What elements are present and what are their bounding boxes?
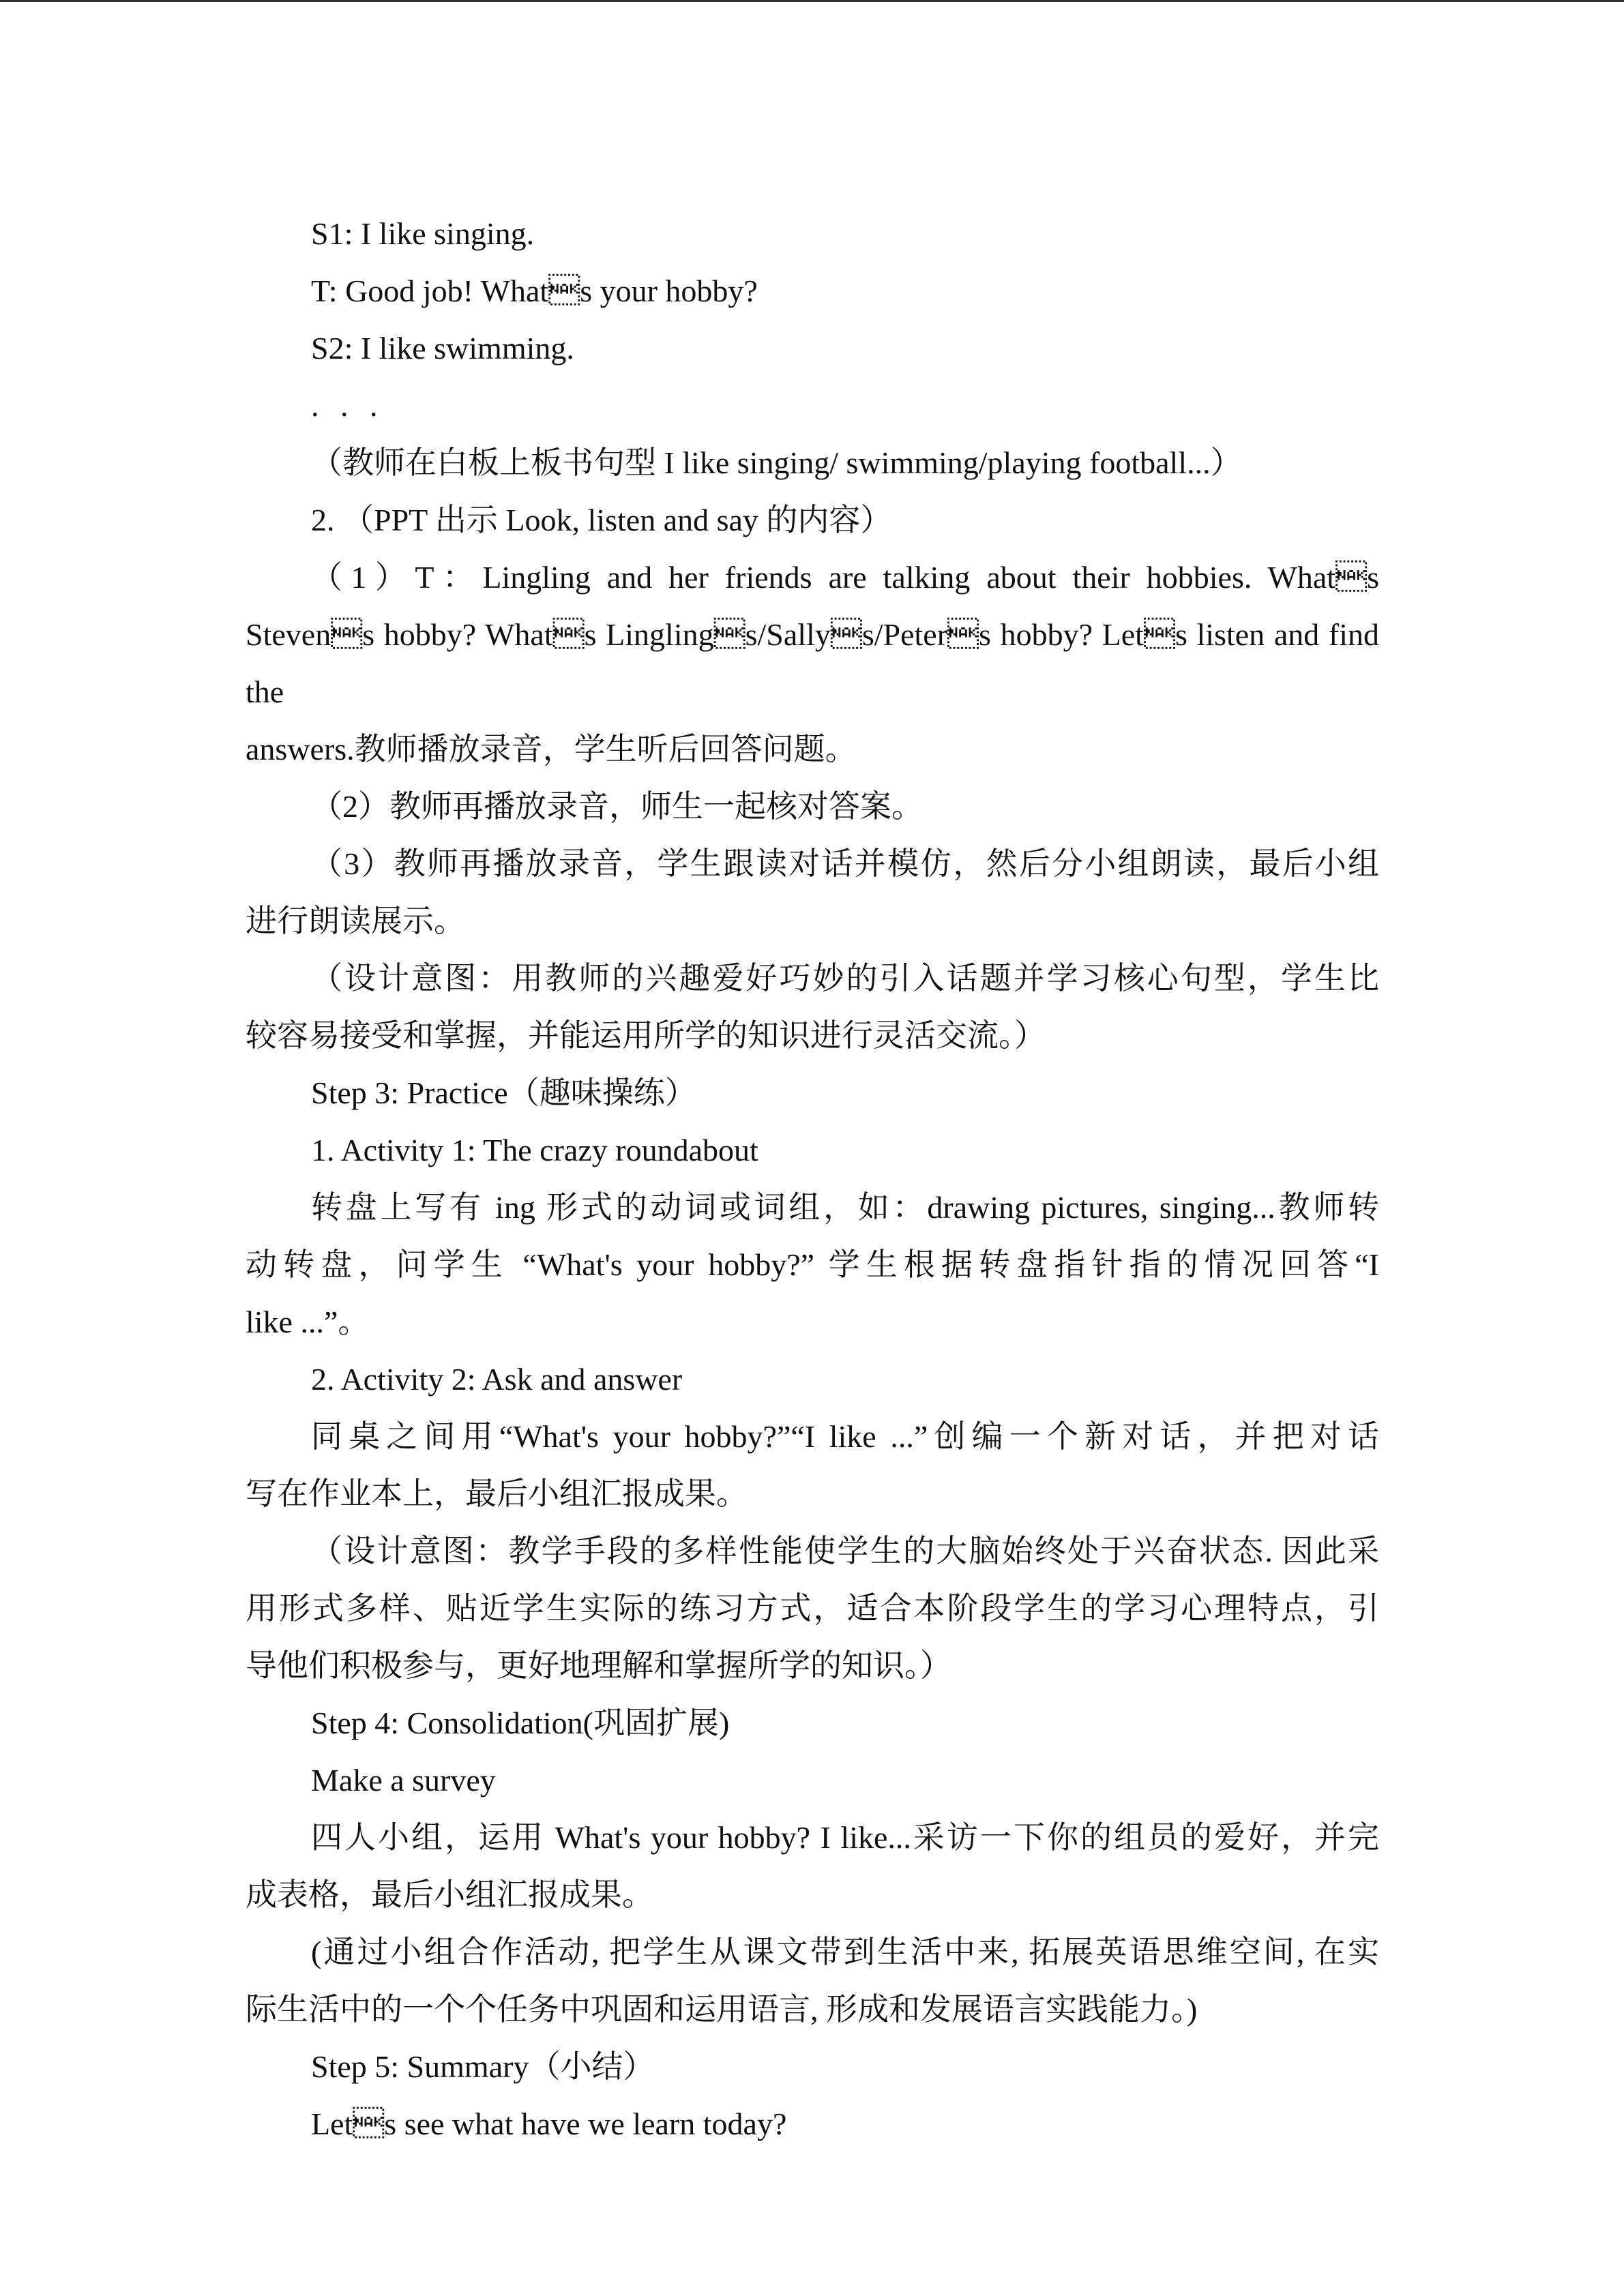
activity-1-line: 转盘上写有 ing 形式的动词或词组，如：drawing pictures, singing...教师转 <box>311 1190 1379 1225</box>
ppt-step-line: 2. （PPT 出示 Look, listen and say 的内容） <box>311 503 892 537</box>
step-5-heading: Step 5: Summary（小结） <box>311 2049 655 2084</box>
step-3-heading: Step 3: Practice（趣味操练） <box>311 1075 696 1110</box>
design-intent-line: （设计意图：教学手段的多样性能使学生的大脑始终处于兴奋状态. 因此采 <box>311 1534 1379 1568</box>
dialogue-line-s2: S2: I like swimming. <box>311 331 574 366</box>
activity-2-heading: 2. Activity 2: Ask and answer <box>311 1362 683 1397</box>
task-3-line: （3）教师再播放录音，学生跟读对话并模仿，然后分小组朗读，最后小组 <box>311 846 1379 881</box>
ellipsis-line: . . . <box>311 388 385 423</box>
activity-2-line: 写在作业本上，最后小组汇报成果。 <box>246 1476 748 1511</box>
survey-line: 成表格，最后小组汇报成果。 <box>246 1877 653 1912</box>
board-note-line: （教师在白板上板书句型 I like singing/ swimming/playing football...） <box>311 445 1242 480</box>
task-1-line: （1）T：Lingling and her friends are talking about their hobbies. Whats <box>311 560 1379 595</box>
design-intent-line: 用形式多样、贴近学生实际的练习方式，适合本阶段学生的学习心理特点，引 <box>246 1591 1379 1626</box>
activity-1-heading: 1. Activity 1: The crazy roundabout <box>311 1133 758 1167</box>
design-intent-line: 际生活中的一个个任务中巩固和运用语言, 形成和发展语言实践能力。) <box>246 1992 1198 2027</box>
step-4-heading: Step 4: Consolidation(巩固扩展) <box>311 1705 730 1740</box>
dialogue-line-s1: S1: I like singing. <box>311 216 535 251</box>
task-3-line: 进行朗读展示。 <box>246 904 465 938</box>
task-1-line: Stevens hobby? Whats Linglings/Sallys/Peters hobby? Lets listen and find the <box>246 617 1379 709</box>
survey-line: 四人小组，运用 What's your hobby? I like...采访一下你的组员的爱好，并完 <box>311 1820 1379 1855</box>
activity-2-line: 同桌之间用“What's your hobby?”“I like ...”创编一个新对话，并把对话 <box>311 1419 1379 1454</box>
dialogue-line-teacher: T: Good job! Whats your hobby? <box>311 273 758 308</box>
design-intent-line: 较容易接受和掌握，并能运用所学的知识进行灵活交流。） <box>246 1018 1046 1053</box>
activity-1-line: 动转盘，问学生 “What's your hobby?” 学生根据转盘指针指的情况回答“I <box>246 1247 1379 1282</box>
summary-question-line: Lets see what have we learn today? <box>311 2106 787 2141</box>
design-intent-line: 导他们积极参与，更好地理解和掌握所学的知识。） <box>246 1648 951 1683</box>
document-body <box>246 205 1379 2153</box>
design-intent-line: (通过小组合作活动, 把学生从课文带到生活中来, 拓展英语思维空间, 在实 <box>311 1935 1379 1969</box>
design-intent-line: （设计意图：用教师的兴趣爱好巧妙的引入话题并学习核心句型，学生比 <box>311 961 1379 996</box>
activity-1-line: like ...”。 <box>246 1304 370 1339</box>
task-2-line: （2）教师再播放录音，师生一起核对答案。 <box>311 789 923 824</box>
survey-heading: Make a survey <box>311 1763 496 1798</box>
task-1-line: answers.教师播放录音，学生听后回答问题。 <box>246 732 857 766</box>
